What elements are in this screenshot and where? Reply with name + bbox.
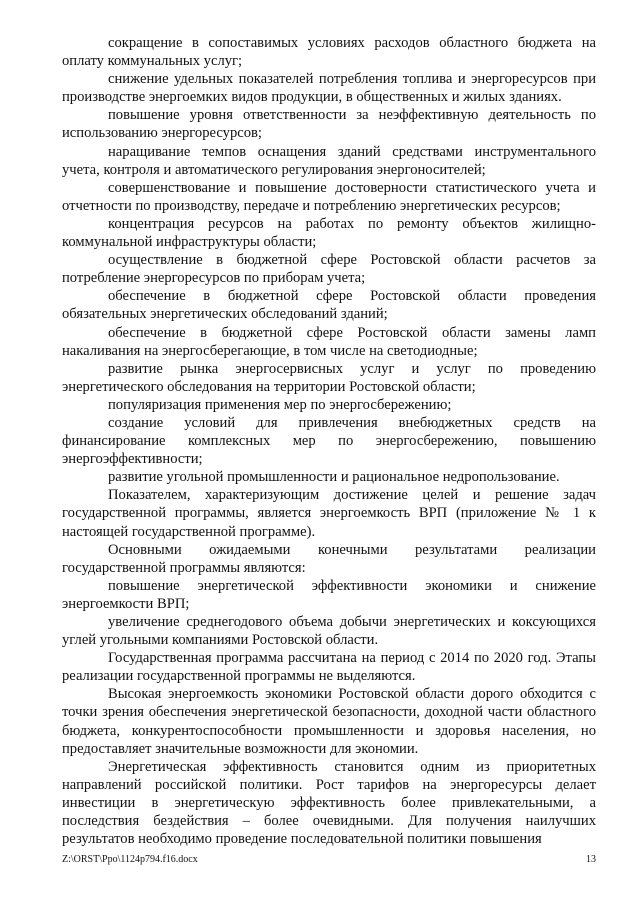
paragraph: повышение уровня ответственности за неэффективную деятельность по использованию энергоресурсов; bbox=[62, 107, 596, 142]
page-number: 13 bbox=[586, 854, 596, 865]
paragraph: Показателем, характеризующим достижение целей и решение задач государственной программы, является энергоемкость ВРП (приложение № 1 к настоящей государственной программе). bbox=[62, 487, 596, 540]
paragraph: сокращение в сопоставимых условиях расходов областного бюджета на оплату коммунальных услуг; bbox=[62, 35, 596, 70]
file-path: Z:\ORST\Ppo\1124p794.f16.docx bbox=[62, 854, 198, 865]
paragraph: развитие рынка энергосервисных услуг и услуг по проведению энергетического обследования на территории Ростовской области; bbox=[62, 360, 596, 395]
paragraph: увеличение среднегодового объема добычи энергетических и коксующихся углей угольными компаниями Ростовской области. bbox=[62, 614, 596, 649]
paragraph: Государственная программа рассчитана на период с 2014 по 2020 год. Этапы реализации государственной программы не выделяются. bbox=[62, 650, 596, 685]
paragraph: концентрация ресурсов на работах по ремонту объектов жилищно-коммунальной инфраструктуры области; bbox=[62, 215, 596, 251]
paragraph: Высокая энергоемкость экономики Ростовской области дорого обходится с точки зрения обеспечения энергетической безопасности, доходной части областного бюджета, конкурентоспособности промышленности и здоровья населения, но предоставляет значительные возможности для экономии. bbox=[62, 686, 596, 757]
paragraph: развитие угольной промышленности и рациональное недропользование. bbox=[108, 469, 560, 486]
paragraph: создание условий для привлечения внебюджетных средств на финансирование комплексных мер по энергосбережению, повышению энергоэффективности; bbox=[62, 414, 596, 468]
document-body bbox=[62, 34, 596, 848]
paragraph: обеспечение в бюджетной сфере Ростовской области проведения обязательных энергетических обследований зданий; bbox=[62, 288, 596, 323]
paragraph: наращивание темпов оснащения зданий средствами инструментального учета, контроля и автоматического регулирования энергоносителей; bbox=[62, 143, 596, 178]
paragraph: обеспечение в бюджетной сфере Ростовской области замены ламп накаливания на энергосберегающие, в том числе на светодиодные; bbox=[62, 324, 596, 359]
page-footer bbox=[62, 854, 596, 866]
paragraph: осуществление в бюджетной сфере Ростовской области расчетов за потребление энергоресурсов по приборам учета; bbox=[62, 252, 596, 287]
paragraph: повышение энергетической эффективности экономики и снижение энергоемкости ВРП; bbox=[62, 577, 596, 612]
paragraph: Основными ожидаемыми конечными результатами реализации государственной программы являются: bbox=[62, 541, 596, 576]
paragraph: Энергетическая эффективность становится одним из приоритетных направлений российской политики. Рост тарифов на энергоресурсы делает инвестиции в энергетическую эффективность более привлекательными, а последствия бездействия – более очевидными. Для получения наилучших результатов необходимо проведение последовательной политики повышения bbox=[62, 758, 596, 848]
paragraph: совершенствование и повышение достоверности статистического учета и отчетности по производству, передаче и потреблению энергетических ресурсов; bbox=[62, 179, 596, 214]
paragraph: снижение удельных показателей потребления топлива и энергоресурсов при производстве энергоемких видов продукции, в общественных и жилых зданиях. bbox=[62, 71, 596, 106]
paragraph: популяризация применения мер по энергосбережению; bbox=[108, 396, 452, 413]
